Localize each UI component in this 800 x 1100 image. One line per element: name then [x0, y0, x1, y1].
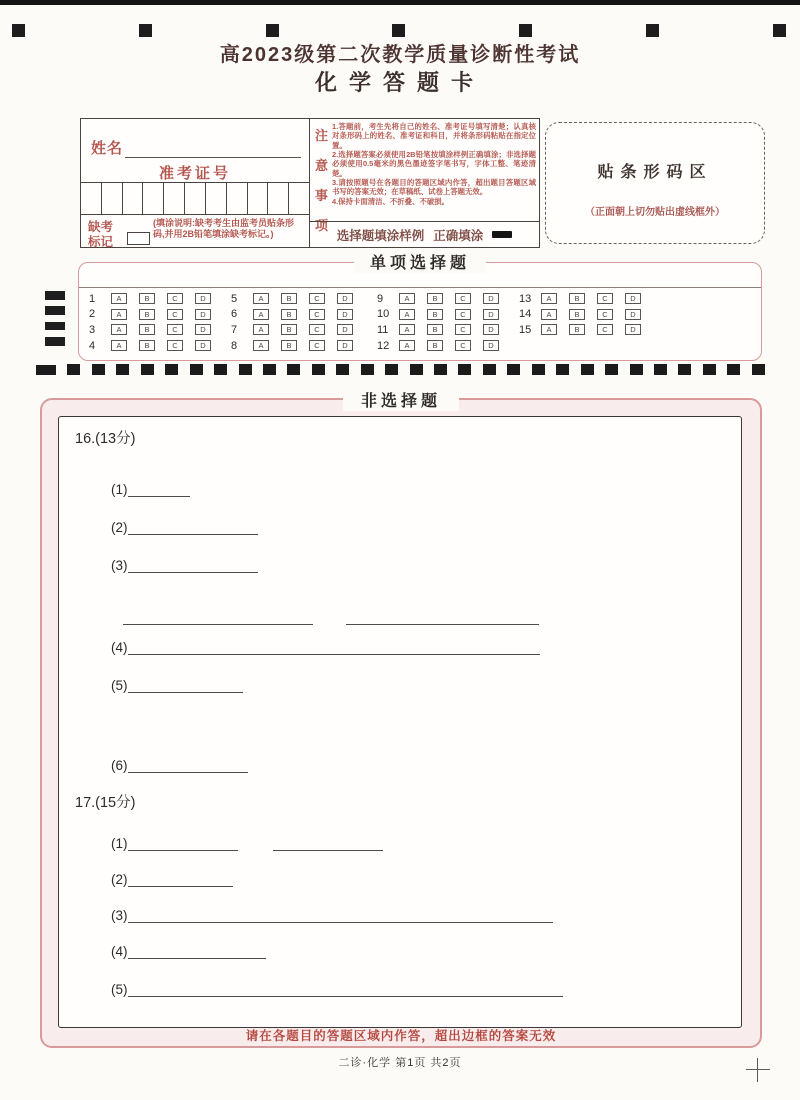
section-divider [79, 287, 761, 288]
timing-mark [67, 364, 80, 375]
timing-mark [336, 364, 349, 375]
part-label: (1) [111, 836, 128, 851]
fill-sample-row [310, 221, 539, 247]
fill-sample-label: 选择题填涂样例 [336, 228, 425, 243]
scan-edge-line [0, 0, 800, 5]
timing-mark [581, 364, 594, 375]
student-info-box [80, 118, 310, 248]
exam-no-cell [248, 183, 269, 214]
name-blank-line [125, 157, 301, 158]
option-bubble-b: B [427, 324, 443, 335]
notice-items [332, 122, 536, 206]
exam-no-cell [206, 183, 227, 214]
mcq-column [231, 291, 365, 353]
question-number: 8 [231, 339, 238, 352]
free-response-title: 非选择题 [343, 388, 459, 411]
barcode-area-note: （正面朝上切勿贴出虚线框外） [585, 207, 725, 218]
timing-mark [116, 364, 129, 375]
answer-blank [128, 677, 243, 693]
question-number: 4 [89, 339, 96, 352]
mcq-question-row [231, 322, 365, 338]
timing-mark [266, 24, 279, 37]
timing-mark [45, 337, 65, 346]
question-number: 12 [377, 339, 390, 352]
option-bubble-d: D [337, 324, 353, 335]
answer-blank [128, 943, 266, 959]
option-bubble-d: D [195, 324, 211, 335]
sheet-title: 化学答题卡 [314, 70, 485, 95]
notice-vertical-label: 注 意 事 项 [314, 128, 328, 233]
timing-mark [287, 364, 300, 375]
option-bubble-b: B [139, 340, 155, 351]
registration-cross-icon [746, 1058, 770, 1082]
question-heading: 16.(13分) [75, 431, 136, 447]
question-heading: 17.(15分) [75, 795, 136, 811]
option-bubble-d: D [625, 324, 641, 335]
mcq-column [377, 291, 511, 353]
timing-mark [630, 364, 643, 375]
answer-blank [273, 835, 383, 851]
option-bubble-c: C [309, 293, 325, 304]
option-bubble-a: A [399, 309, 415, 320]
option-bubble-b: B [427, 309, 443, 320]
barcode-area-title: 贴条形码区 [597, 164, 713, 181]
timing-mark [190, 364, 203, 375]
exam-no-cell [102, 183, 123, 214]
option-bubble-a: A [541, 293, 557, 304]
timing-mark [773, 24, 786, 37]
option-bubble-d: D [625, 293, 641, 304]
part-label: (4) [111, 944, 128, 959]
answer-part-row [111, 903, 741, 923]
option-bubble-b: B [139, 293, 155, 304]
notice-item: 4.保持卡面清洁、不折叠、不破损。 [332, 196, 450, 206]
answer-area-warning: 请在各题目的答题区域内作答，超出边框的答案无效 [245, 1029, 557, 1043]
option-bubble-c: C [455, 340, 471, 351]
option-bubble-c: C [455, 309, 471, 320]
absent-note: (填涂说明:缺考考生由监考员贴条形码,并用2B铅笔填涂缺考标记。) [153, 218, 294, 239]
question-number: 6 [231, 308, 238, 321]
exam-no-cell [81, 183, 102, 214]
timing-mark [434, 364, 447, 375]
option-bubble-b: B [569, 324, 585, 335]
name-label: 姓名 [91, 140, 124, 157]
timing-mark [646, 24, 659, 37]
question-number: 11 [377, 323, 389, 336]
part-label: (2) [111, 520, 128, 535]
exam-no-cell [164, 183, 185, 214]
part-label: (4) [111, 640, 128, 655]
timing-mark [214, 364, 227, 375]
answer-part-row [111, 753, 741, 773]
option-bubble-b: B [139, 309, 155, 320]
barcode-area [545, 122, 765, 244]
question-number: 14 [519, 308, 532, 321]
answer-blank [128, 871, 233, 887]
option-bubble-a: A [399, 340, 415, 351]
option-bubble-c: C [597, 293, 613, 304]
option-bubble-d: D [195, 293, 211, 304]
mcq-question-row [519, 322, 653, 338]
mcq-question-row [519, 307, 653, 323]
timing-mark [556, 364, 569, 375]
mcq-question-row [377, 338, 511, 354]
timing-mark [392, 24, 405, 37]
option-bubble-a: A [253, 324, 269, 335]
timing-mark [312, 364, 325, 375]
question-number: 1 [89, 292, 96, 305]
answer-part-row [111, 477, 741, 497]
option-bubble-b: B [427, 293, 443, 304]
exam-no-cell [289, 183, 309, 214]
option-bubble-a: A [399, 293, 415, 304]
timing-mark [532, 364, 545, 375]
option-bubble-a: A [111, 309, 127, 320]
timing-mark [45, 306, 65, 315]
timing-mark [361, 364, 374, 375]
exam-no-label: 准考证号 [158, 165, 231, 182]
timing-mark [45, 291, 65, 300]
answer-blank [128, 557, 258, 573]
mcq-question-row [231, 291, 365, 307]
notice-item: 3.请按照题号在各题目的答题区域内作答，超出题目答题区域书写的答案无效；在草稿纸、试卷上答题无效。 [332, 177, 536, 197]
answer-part-row [111, 977, 741, 997]
timing-mark [12, 24, 25, 37]
timing-mark [703, 364, 716, 375]
option-bubble-b: B [281, 340, 297, 351]
question-number: 13 [519, 292, 532, 305]
option-bubble-b: B [427, 340, 443, 351]
answer-part-row [111, 673, 741, 693]
part-label: (6) [111, 758, 128, 773]
mcq-question-row [231, 307, 365, 323]
timing-mark [239, 364, 252, 375]
option-bubble-d: D [195, 340, 211, 351]
filled-mark-sample-icon [492, 231, 512, 238]
answer-part-row [111, 515, 741, 535]
question-number: 9 [377, 292, 384, 305]
timing-mark [385, 364, 398, 375]
timing-mark [519, 24, 532, 37]
option-bubble-a: A [541, 309, 557, 320]
option-bubble-c: C [309, 309, 325, 320]
exam-no-cell [227, 183, 248, 214]
notice-item: 2.选择题答案必须使用2B铅笔按填涂样例正确填涂；非选择题必须使用0.5毫米的黑色墨迹签字笔书写，字体工整、笔迹清楚。 [332, 149, 536, 178]
part-label: (3) [111, 558, 128, 573]
option-bubble-d: D [337, 340, 353, 351]
option-bubble-d: D [337, 309, 353, 320]
mcq-question-row [89, 291, 223, 307]
option-bubble-a: A [399, 324, 415, 335]
question-number: 15 [519, 323, 532, 336]
option-bubble-d: D [337, 293, 353, 304]
option-bubble-c: C [597, 324, 613, 335]
answer-blank [128, 481, 190, 497]
answer-blank [128, 907, 553, 923]
mcq-column [89, 291, 223, 353]
option-bubble-c: C [167, 309, 183, 320]
option-bubble-a: A [111, 324, 127, 335]
absent-mark-label: 缺考 标记 [88, 220, 114, 249]
part-label: (3) [111, 908, 128, 923]
option-bubble-d: D [483, 293, 499, 304]
timing-mark [507, 364, 520, 375]
timing-mark [45, 322, 65, 331]
question-number: 2 [89, 308, 96, 321]
exam-no-cell [185, 183, 206, 214]
timing-mark [654, 364, 667, 375]
answer-blank [123, 609, 313, 625]
exam-no-grid [81, 182, 309, 215]
timing-mark [483, 364, 496, 375]
option-bubble-c: C [309, 340, 325, 351]
answer-blank [128, 835, 238, 851]
timing-mark [678, 364, 691, 375]
option-bubble-b: B [281, 309, 297, 320]
option-bubble-c: C [309, 324, 325, 335]
option-bubble-a: A [253, 309, 269, 320]
free-response-answer-box [58, 416, 742, 1028]
timing-mark [727, 364, 740, 375]
timing-mark [752, 364, 765, 375]
mcq-question-row [89, 307, 223, 323]
timing-mark [141, 364, 154, 375]
mcq-question-row [377, 322, 511, 338]
exam-no-cell [143, 183, 164, 214]
part-label: (1) [111, 482, 128, 497]
mcq-column [519, 291, 653, 338]
absent-mark-bubble [127, 232, 150, 245]
timing-mark [165, 364, 178, 375]
part-label: (5) [111, 982, 128, 997]
option-bubble-c: C [455, 324, 471, 335]
part-label: (2) [111, 872, 128, 887]
part-label: (5) [111, 678, 128, 693]
answer-part-row [111, 635, 741, 655]
answer-blank [128, 981, 563, 997]
option-bubble-d: D [483, 309, 499, 320]
option-bubble-b: B [569, 293, 585, 304]
option-bubble-d: D [195, 309, 211, 320]
multiple-choice-section [78, 255, 762, 361]
top-timing-marks [12, 24, 786, 37]
timing-mark [36, 365, 56, 375]
answer-blank [128, 639, 540, 655]
mcq-question-row [377, 291, 511, 307]
timing-mark [139, 24, 152, 37]
option-bubble-a: A [253, 293, 269, 304]
answer-part-row [111, 831, 741, 851]
exam-no-cell [123, 183, 144, 214]
answer-part-row [123, 605, 741, 625]
option-bubble-d: D [483, 324, 499, 335]
option-bubble-b: B [281, 324, 297, 335]
mcq-question-row [89, 338, 223, 354]
mcq-question-row [377, 307, 511, 323]
option-bubble-c: C [167, 340, 183, 351]
option-bubble-c: C [455, 293, 471, 304]
question-number: 3 [89, 323, 96, 336]
page-info: 二诊·化学 第1页 共2页 [338, 1057, 462, 1069]
timing-mark [263, 364, 276, 375]
option-bubble-a: A [253, 340, 269, 351]
question-number: 7 [231, 323, 238, 336]
timing-mark [458, 364, 471, 375]
option-bubble-a: A [111, 340, 127, 351]
answer-part-row [111, 939, 741, 959]
free-response-section [40, 393, 762, 1048]
timing-mark [410, 364, 423, 375]
option-bubble-b: B [139, 324, 155, 335]
option-bubble-a: A [111, 293, 127, 304]
option-bubble-d: D [483, 340, 499, 351]
answer-part-row [111, 867, 741, 887]
exam-title: 高2023级第二次教学质量诊断性考试 [219, 44, 581, 66]
option-bubble-b: B [569, 309, 585, 320]
option-bubble-c: C [597, 309, 613, 320]
multiple-choice-title: 单项选择题 [354, 250, 486, 273]
mcq-question-row [519, 291, 653, 307]
option-bubble-c: C [167, 293, 183, 304]
bottom-timing-track [36, 364, 765, 375]
answer-blank [346, 609, 539, 625]
exam-no-cell [268, 183, 289, 214]
notice-box [310, 118, 540, 248]
notice-item: 1.答题前，考生先将自己的姓名、准考证号填写清楚；认真核对条形码上的姓名、准考证和科目，并将条形码粘贴在指定位置。 [332, 122, 536, 150]
option-bubble-b: B [281, 293, 297, 304]
timing-mark [605, 364, 618, 375]
answer-blank [128, 757, 248, 773]
question-number: 10 [377, 308, 390, 321]
question-number: 5 [231, 292, 238, 305]
option-bubble-d: D [625, 309, 641, 320]
mcq-question-row [231, 338, 365, 354]
option-bubble-c: C [167, 324, 183, 335]
correct-fill-label: 正确填涂 [433, 228, 484, 243]
answer-blank [128, 519, 258, 535]
option-bubble-a: A [541, 324, 557, 335]
answer-part-row [111, 553, 741, 573]
timing-mark [92, 364, 105, 375]
mcq-question-row [89, 322, 223, 338]
